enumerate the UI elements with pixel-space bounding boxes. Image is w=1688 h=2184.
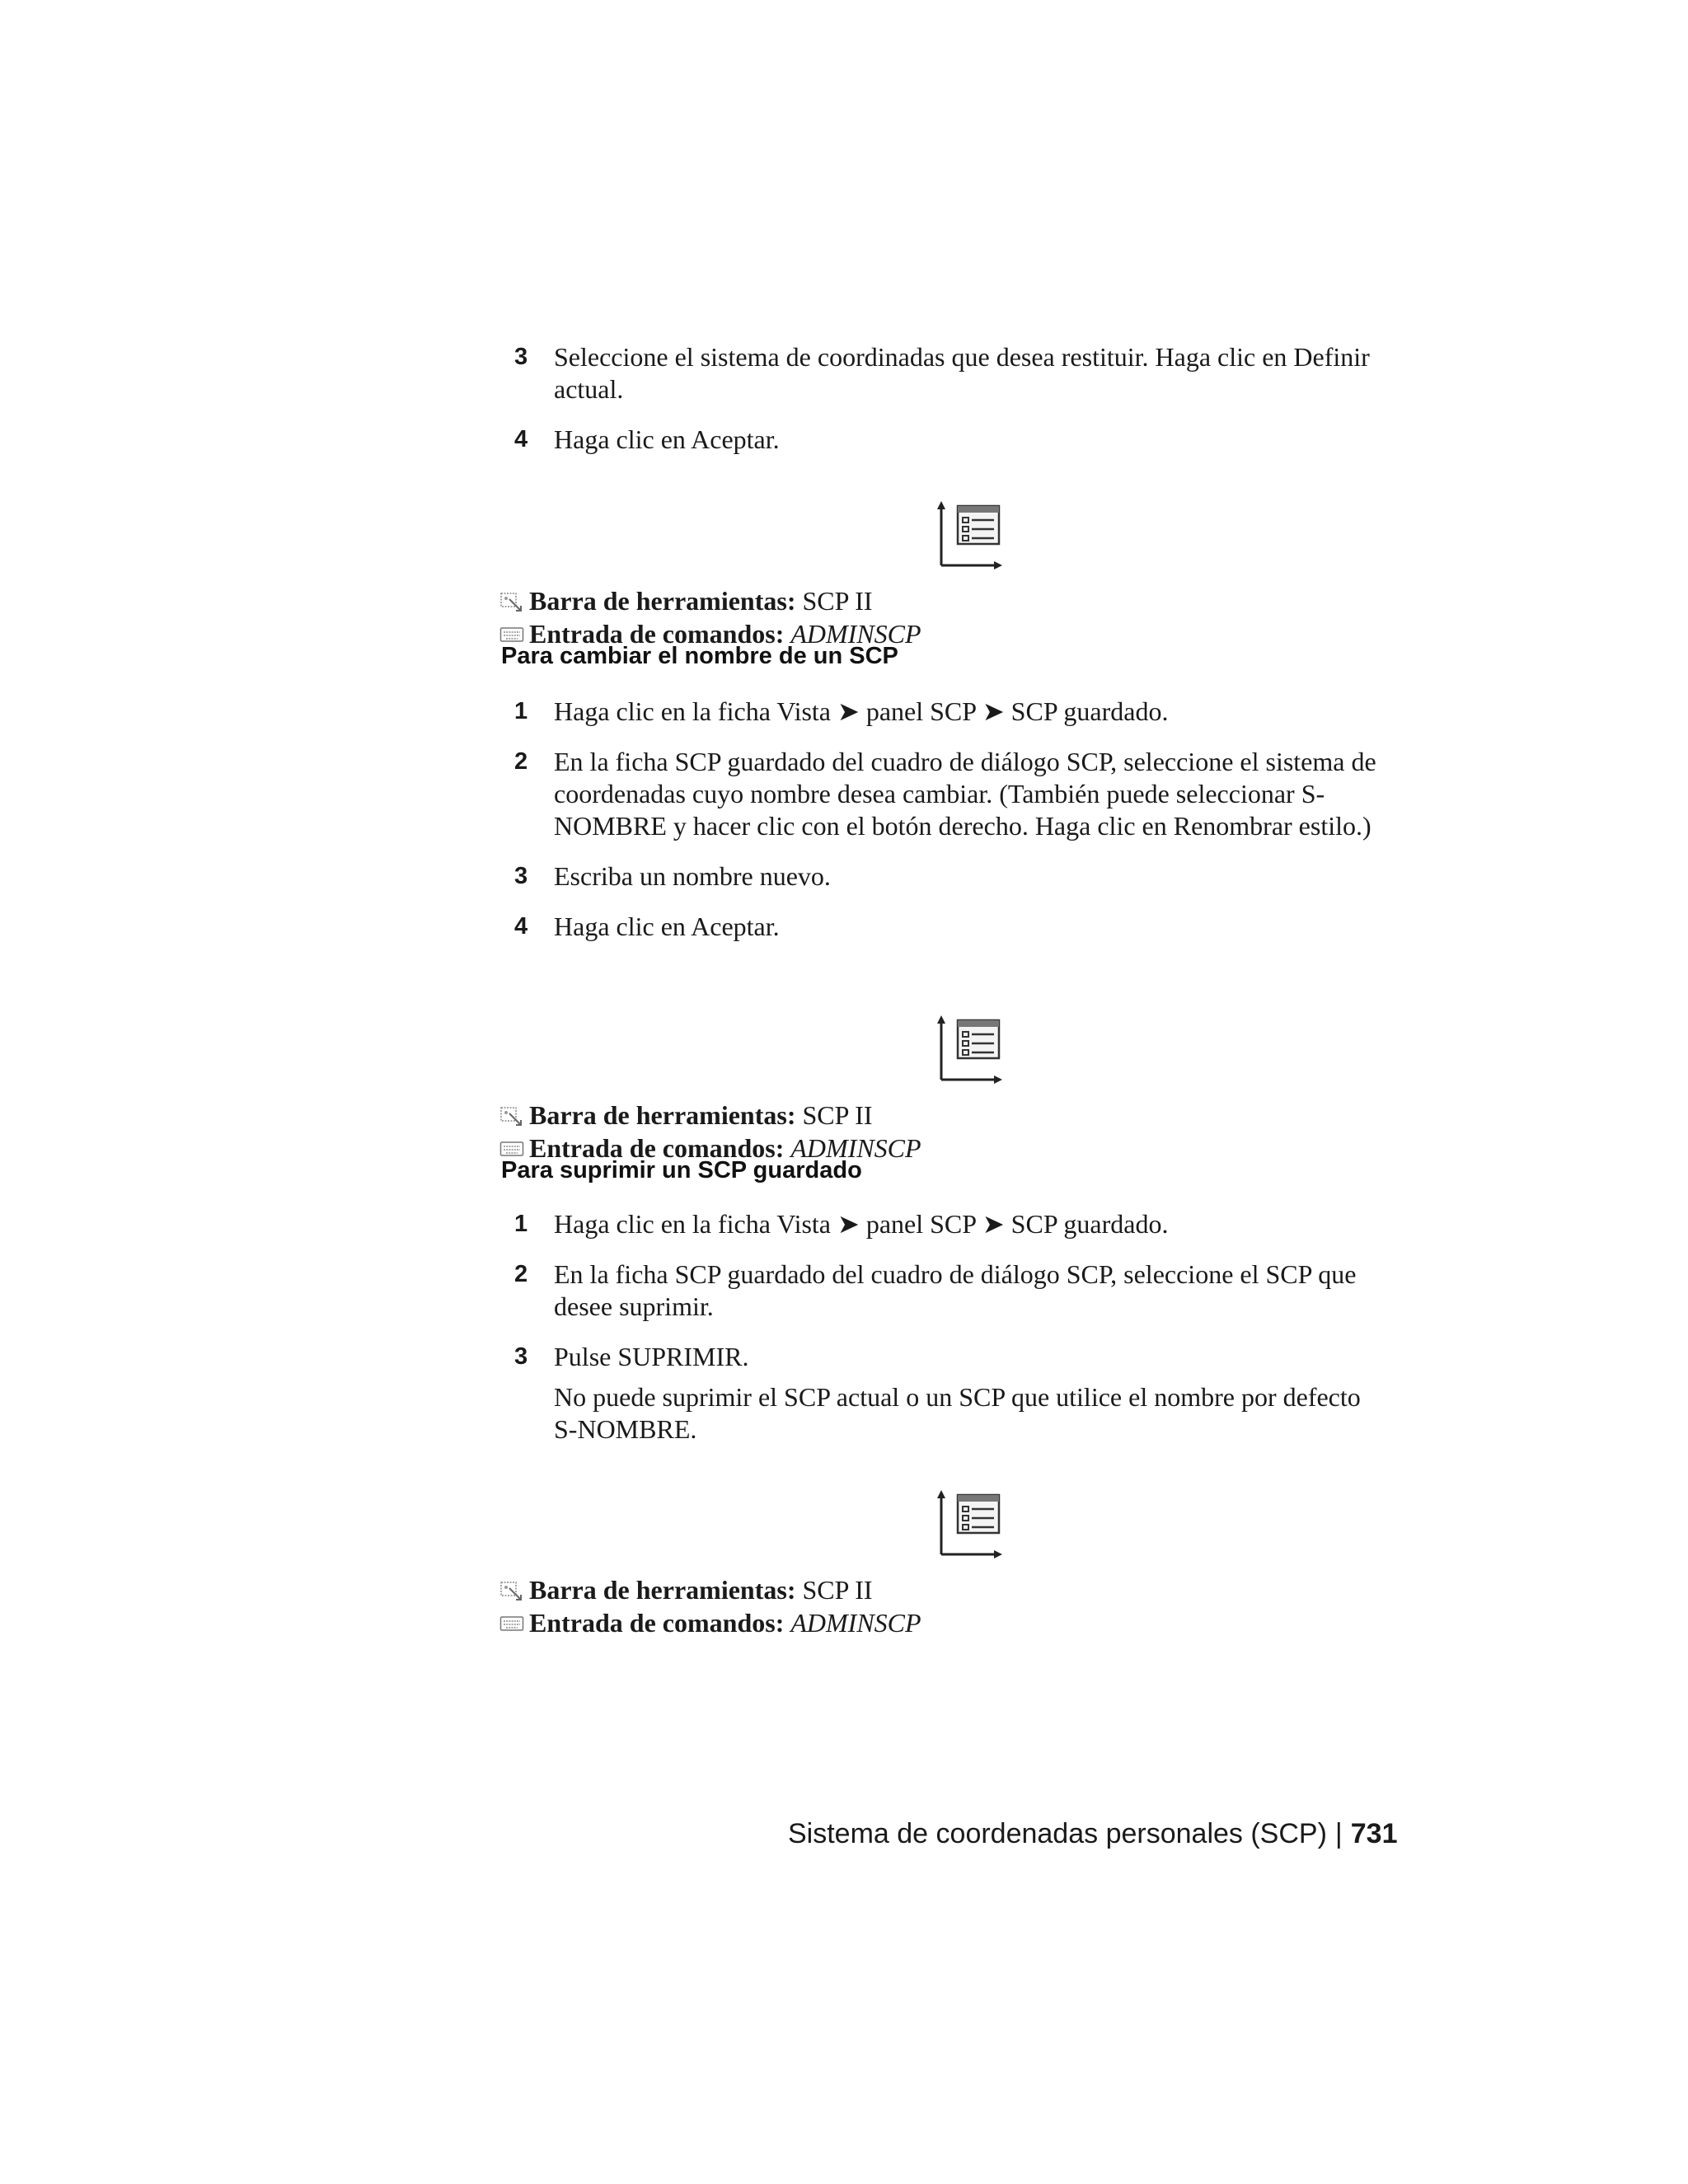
step-text: Escriba un nombre nuevo. xyxy=(554,861,831,891)
delete-ucs-steps xyxy=(514,1208,1388,1464)
step-number: 4 xyxy=(514,913,528,940)
step-number: 2 xyxy=(514,1261,528,1287)
toolbar-access-line xyxy=(499,1099,873,1131)
step-number: 2 xyxy=(514,748,528,775)
command-label: Entrada de comandos: xyxy=(529,1608,785,1638)
step-item xyxy=(514,341,1388,405)
step-item xyxy=(514,1208,1388,1240)
toolbar-value: SCP II xyxy=(802,1100,873,1130)
section-heading-delete: Para suprimir un SCP guardado xyxy=(501,1157,862,1183)
section-heading-rename: Para cambiar el nombre de un SCP xyxy=(501,643,898,669)
step-item xyxy=(514,1341,1388,1446)
step-item xyxy=(514,424,1388,456)
step-note: No puede suprimir el SCP actual o un SCP que utilice el nombre por defecto S-NOMBRE. xyxy=(554,1382,1361,1444)
toolbar-label: Barra de herramientas: xyxy=(529,586,796,616)
command-value: ADMINSCP xyxy=(790,1133,921,1163)
restore-ucs-steps xyxy=(514,341,1388,474)
step-number: 3 xyxy=(514,1343,528,1370)
page-footer xyxy=(788,1818,1397,1850)
toolbar-label: Barra de herramientas: xyxy=(529,1100,796,1130)
keyboard-icon xyxy=(499,1613,524,1634)
toolbar-icon xyxy=(499,1105,524,1127)
ucs-manager-icon xyxy=(931,1490,1002,1568)
footer-separator: | xyxy=(1334,1818,1343,1849)
toolbar-value: SCP II xyxy=(802,586,873,616)
step-item xyxy=(514,746,1388,842)
ucs-manager-icon xyxy=(931,501,1002,579)
toolbar-access-line xyxy=(499,1574,873,1605)
step-number: 4 xyxy=(514,426,528,452)
step-text: Haga clic en la ficha Vista ➤ panel SCP ➤ SCP guardado. xyxy=(554,1209,1169,1239)
command-access-line xyxy=(499,1607,921,1638)
toolbar-label: Barra de herramientas: xyxy=(529,1575,796,1605)
rename-ucs-steps xyxy=(514,696,1388,961)
step-number: 1 xyxy=(514,698,528,724)
step-text: Seleccione el sistema de coordinadas que desea restituir. Haga clic en Definir actual. xyxy=(554,342,1370,404)
command-label: Entrada de comandos: xyxy=(529,1133,785,1163)
step-item xyxy=(514,911,1388,943)
command-label: Entrada de comandos: xyxy=(529,619,785,649)
step-number: 3 xyxy=(514,863,528,889)
step-text: Haga clic en Aceptar. xyxy=(554,912,780,941)
page-number: 731 xyxy=(1350,1818,1398,1849)
access-info-block xyxy=(499,1015,1076,1163)
step-text: Haga clic en Aceptar. xyxy=(554,424,780,454)
step-number: 1 xyxy=(514,1211,528,1237)
step-text: En la ficha SCP guardado del cuadro de diálogo SCP, seleccione el SCP que desee suprimir. xyxy=(554,1259,1357,1321)
step-number: 3 xyxy=(514,344,528,370)
step-text: Pulse SUPRIMIR. xyxy=(554,1342,749,1371)
footer-chapter-title: Sistema de coordenadas personales (SCP) xyxy=(788,1818,1327,1849)
toolbar-icon xyxy=(499,1580,524,1601)
step-text: En la ficha SCP guardado del cuadro de diálogo SCP, seleccione el sistema de coordenadas cuyo nombre desea cambiar. (También puede seleccionar S-NOMBRE y hacer clic con el botón derecho. Haga clic en Renombrar estilo.) xyxy=(554,747,1376,841)
command-value: ADMINSCP xyxy=(790,1608,921,1638)
step-text: Haga clic en la ficha Vista ➤ panel SCP ➤ SCP guardado. xyxy=(554,696,1169,726)
access-info-block xyxy=(499,1490,1076,1638)
step-item xyxy=(514,860,1388,893)
ucs-manager-icon xyxy=(931,1015,1002,1093)
access-info-block xyxy=(499,501,1076,649)
step-item xyxy=(514,1258,1388,1323)
toolbar-icon xyxy=(499,591,524,612)
step-item xyxy=(514,696,1388,728)
command-value: ADMINSCP xyxy=(790,619,921,649)
toolbar-value: SCP II xyxy=(802,1575,873,1605)
toolbar-access-line xyxy=(499,585,873,616)
